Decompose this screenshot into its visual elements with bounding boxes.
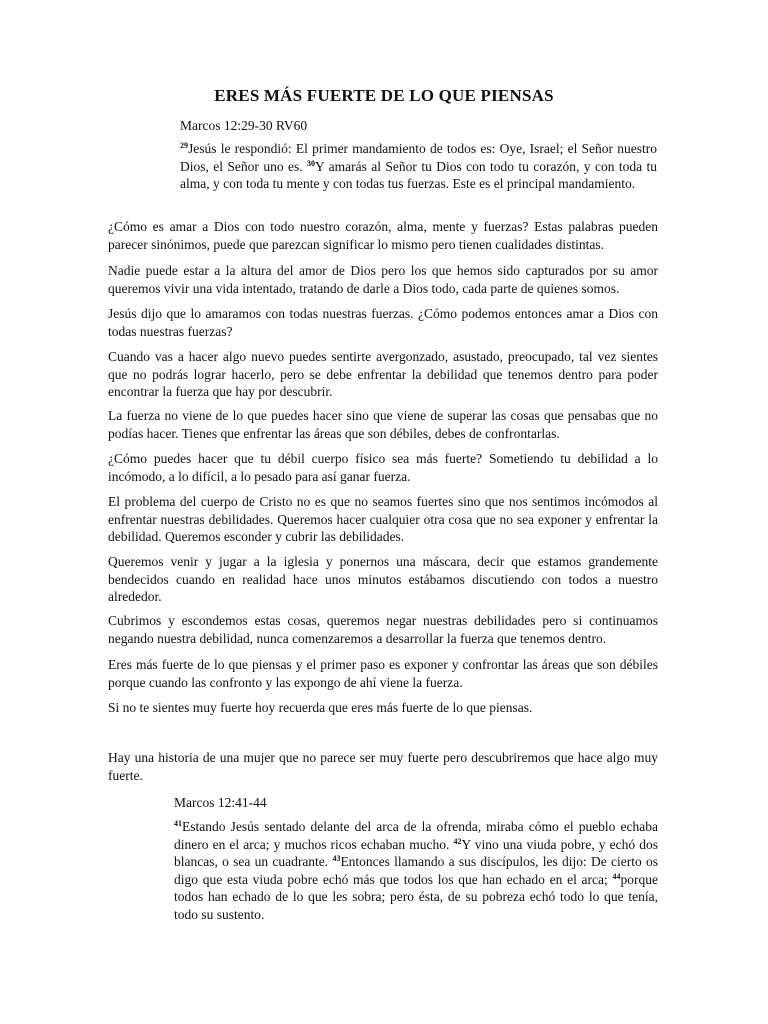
verse-text: Entonces llamando a sus discípulos, les dijo: De cierto os digo que esta viuda pobre echó más que todos los que han echado en el arca; [174,854,658,887]
body-paragraph: Cuando vas a hacer algo nuevo puedes sentirte avergonzado, asustado, preocupado, tal vez sientes que no podrás lograr hacerlo, pero se debe enfrentar la debilidad que tenemos dentro para poder encontrar la fuerza que hay por descubrir. [108,349,658,399]
verse-number: 43 [332,854,341,863]
body-paragraph: El problema del cuerpo de Cristo no es que no seamos fuertes sino que nos sentimos incómodos al enfrentar nuestras debilidades. Queremos hacer cualquier otra cosa que no sea exponer y enfrentar la debilidad. Queremos esconder y cubrir las debilidades. [108,494,658,544]
verse-text: Estando Jesús sentado delante del arca de la ofrenda, miraba cómo el pueblo echaba dinero en el arca; y muchos ricos echaban mucho. [174,819,658,852]
body-paragraph: Cubrimos y escondemos estas cosas, queremos negar nuestras debilidades pero si continuamos negando nuestra debilidad, nunca comenzaremos a desarrollar la fuerza que tenemos dentro. [108,613,658,646]
verse-text: porque todos han echado de lo que les sobra; pero ésta, de su pobreza echó todo lo que tenía, todo su sustento. [174,871,659,922]
verse-text: Jesús le respondió: El primer mandamiento de todos es: Oye, Israel; el Señor nuestro Dios, el Señor uno es. [180,141,657,174]
body-paragraph: Nadie puede estar a la altura del amor de Dios pero los que hemos sido capturados por su amor queremos vivir una vida intentado, tratando de darle a Dios todo, cada parte de quienes somos. [108,263,658,296]
body-paragraph: Si no te sientes muy fuerte hoy recuerda que eres más fuerte de lo que piensas. [108,700,533,715]
body-paragraph: La fuerza no viene de lo que puedes hacer sino que viene de superar las cosas que pensabas que no podías hacer. Tienes que enfrentar las áreas que son débiles, debes de confrontarlas. [108,408,658,441]
verse-number: 42 [453,836,462,846]
verse-text: Y vino una viuda pobre, y echó dos blancas, o sea un cuadrante. [174,836,658,869]
body-paragraph: Queremos venir y jugar a la iglesia y ponernos una máscara, decir que estamos grandemente bendecidos cuando en realidad hace unos minutos estábamos discutiendo con todos a nuestro alrededor. [108,554,658,604]
scripture-quote [174,818,658,923]
body-paragraph: Hay una historia de una mujer que no parece ser muy fuerte pero descubriremos que hace algo muy fuerte. [108,750,658,783]
verse-number: 41 [174,819,182,828]
body-paragraph: ¿Cómo puedes hacer que tu débil cuerpo físico sea más fuerte? Sometiendo tu debilidad a lo incómodo, a lo difícil, a lo pesado para así ganar fuerza. [108,451,658,484]
body-paragraph: Jesús dijo que lo amaramos con todas nuestras fuerzas. ¿Cómo podemos entonces amar a Dios con todas nuestras fuerzas? [108,306,658,339]
scripture-reference: Marcos 12:41-44 [174,795,267,810]
body-paragraph: Eres más fuerte de lo que piensas y el primer paso es exponer y confrontar las áreas que son débiles porque cuando las confronto y las expongo de ahí viene la fuerza. [108,657,658,690]
verse-number: 29 [180,141,188,150]
document-title: ERES MÁS FUERTE DE LO QUE PIENSAS [214,86,554,105]
scripture-reference: Marcos 12:29-30 RV60 [180,118,308,133]
verse-text: Y amarás al Señor tu Dios con todo tu corazón, y con toda tu alma, y con toda tu mente y con todas tus fuerzas. Este es el principal mandamiento. [180,158,657,191]
body-paragraph: ¿Cómo es amar a Dios con todo nuestro corazón, alma, mente y fuerzas? Estas palabras pueden parecer sinónimos, puede que parezcan significar lo mismo pero tienen cualidades distintas. [108,219,658,252]
scripture-quote [180,140,657,193]
verse-number: 44 [612,871,621,881]
verse-number: 30 [307,158,315,168]
